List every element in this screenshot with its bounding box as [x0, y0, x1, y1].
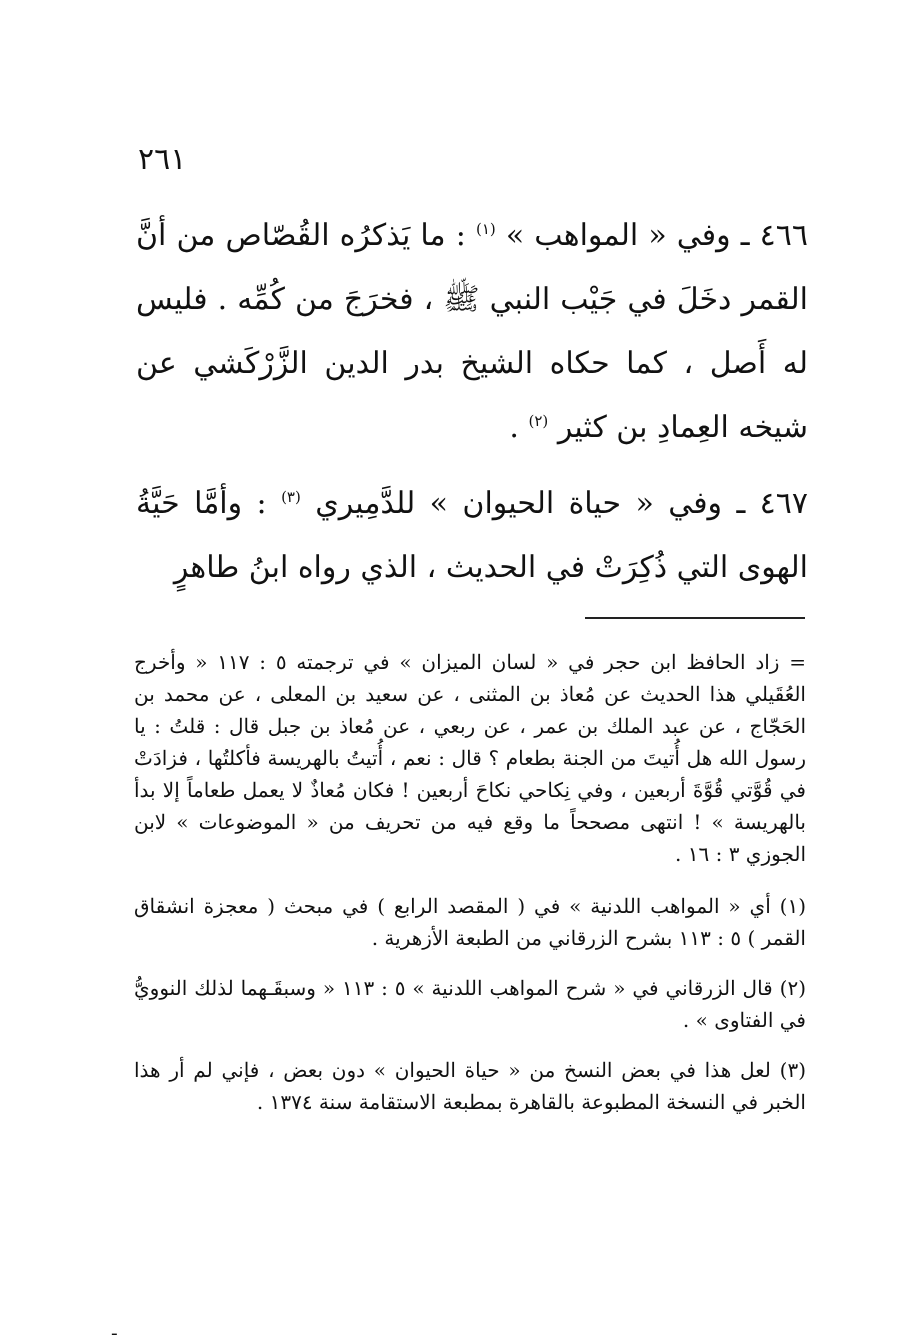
entry-466-body: : ما يَذكرُه القُصّاص من أنَّ القمر دخَلَ في جَيْب النبي ﷺ ، فخرَجَ من كُمِّه . فليس له أَصل ، كما حكاه الشيخ بدر الدين الزَّرْكَشي عن شيخه العِمادِ بن كثير — [136, 218, 808, 445]
page-bottom-mark: ـ — [112, 1320, 117, 1339]
main-text — [136, 204, 808, 600]
footnote-continuation: = زاد الحافظ ابن حجر في « لسان الميزان » في ترجمته ٥ : ١١٧ « وأخرج العُقَيلي هذا الحديث عن مُعاذ بن المثنى ، عن سعيد بن المعلى ، عن محمد بن الحَجّاج ، عن عبد الملك بن عمر ، عن ربعي ، عن مُعاذ بن جبل قال : قلتُ : يا رسول الله هل أُتيتَ من الجنة بطعام ؟ قال : نعم ، أُتيتُ بالهريسة فأكلتُها ، فزادَتْ في قُوَّتي قُوَّةَ أربعين ، وفي نِكاحي نكاحَ أربعين ! فكان مُعاذٌ لا يعمل طعاماً إلا بدأ بالهريسة » ! انتهى مصححاً ما وقع فيه من تحريف من « الموضوعات » لابن الجوزي ٣ : ١٦ . — [134, 650, 806, 866]
footnotes — [134, 646, 806, 1136]
entry-466 — [136, 204, 808, 460]
footnote-2: (٢) قال الزرقاني في « شرح المواهب اللدنية » ٥ : ١١٣ « وسبقَـهما لذلك النوويُّ في الفتاوى » . — [134, 976, 806, 1032]
footnote-1: (١) أي « المواهب اللدنية » في ( المقصد الرابع ) في مبحث ( معجزة انشقاق القمر ) ٥ : ١١٣ بشرح الزرقاني من الطبعة الأزهرية . — [134, 894, 806, 950]
entry-467 — [136, 472, 808, 600]
footnote-divider — [585, 617, 805, 619]
entry-466-text: ٤٦٦ ـ وفي « المواهب » — [505, 218, 808, 253]
entry-466-end: . — [509, 410, 519, 445]
entry-467-text: ٤٦٧ ـ وفي « حياة الحيوان » للدَّمِيري — [315, 486, 808, 521]
footnote-ref-3[interactable]: (٣) — [281, 488, 301, 506]
footnote-3: (٣) لعل هذا في بعض النسخ من « حياة الحيوان » دون بعض ، فإني لم أر هذا الخبر في النسخة المطبوعة بالقاهرة بمطبعة الاستقامة سنة ١٣٧٤ . — [134, 1058, 806, 1114]
entry-467-body: : وأمَّا حَيَّةُ الهوى التي ذُكِرَتْ في الحديث ، الذي رواه ابنُ طاهرٍ — [136, 486, 808, 585]
page-number: ٢٦١ — [138, 142, 187, 177]
footnote-ref-1[interactable]: (١) — [475, 220, 496, 238]
footnote-ref-2[interactable]: (٢) — [528, 412, 549, 430]
